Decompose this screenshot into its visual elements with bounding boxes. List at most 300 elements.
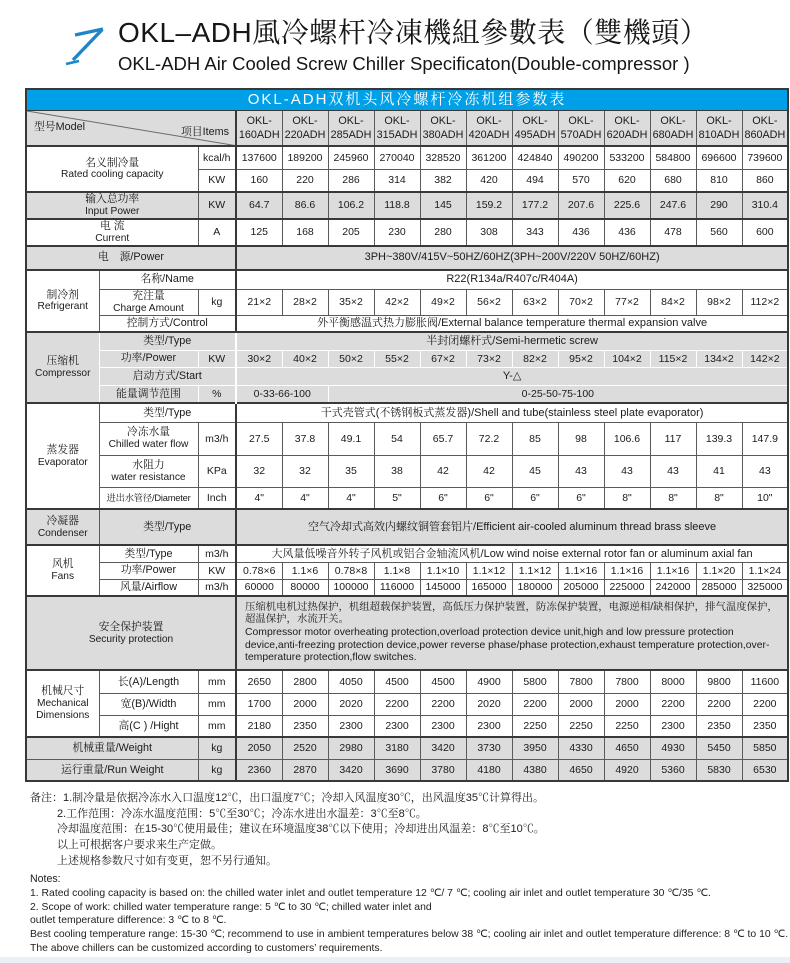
value-cell: 2300	[420, 715, 466, 737]
value-cell: 4"	[236, 487, 282, 509]
value-cell: 1.1×12	[512, 562, 558, 579]
table-caption-row	[26, 89, 788, 110]
value-cell: 242000	[650, 579, 696, 596]
value-cell: 2020	[466, 693, 512, 715]
label-zh: 类型/Type	[143, 520, 192, 533]
value-cell: 3780	[420, 759, 466, 781]
value-cell: 2200	[374, 693, 420, 715]
value-cell: 584800	[650, 146, 696, 169]
unit-cell: KPa	[198, 455, 236, 487]
page-title-en: OKL-ADH Air Cooled Screw Chiller Specificaton(Double-compressor )	[118, 53, 690, 74]
row-label-fan-type	[99, 545, 198, 562]
refrigerant-name-value: R22(R134a/R407c/R404A)	[236, 270, 788, 290]
value-cell: 49.1	[328, 422, 374, 455]
value-cell: 160	[236, 169, 282, 192]
row-fan-airflow	[26, 579, 788, 596]
value-cell: 2520	[282, 737, 328, 759]
label-zh: 类型/Type	[143, 406, 192, 419]
row-label-start-mode	[99, 367, 236, 385]
value-cell: 1.1×6	[282, 562, 328, 579]
value-cell: 5360	[650, 759, 696, 781]
row-evaporator-type	[26, 403, 788, 422]
value-cell: 3730	[466, 737, 512, 759]
model-header-cell: OKL- 495ADH	[512, 110, 558, 146]
row-label-rated-cooling-capacity	[26, 146, 198, 192]
value-cell: 314	[374, 169, 420, 192]
value-cell: 118.8	[374, 192, 420, 219]
value-cell: 343	[512, 219, 558, 246]
notes-en	[30, 887, 790, 963]
corner-cell	[26, 110, 236, 146]
value-cell: 65.7	[420, 422, 466, 455]
energy-range-a: 0-33-66-100	[236, 385, 328, 403]
value-cell: 40×2	[282, 350, 328, 367]
value-cell: 560	[696, 219, 742, 246]
value-cell: 1700	[236, 693, 282, 715]
value-cell: 77×2	[604, 290, 650, 316]
value-cell: 50×2	[328, 350, 374, 367]
note-line: 以上可根据客户要求来生产定做。	[57, 839, 222, 852]
model-header-cell: OKL- 160ADH	[236, 110, 282, 146]
value-cell: 810	[696, 169, 742, 192]
value-cell: 2000	[604, 693, 650, 715]
value-cell: 10"	[742, 487, 788, 509]
row-label-current	[26, 219, 198, 246]
row-label-charge-amount	[99, 290, 198, 316]
value-cell: 165000	[466, 579, 512, 596]
unit-cell: m3/h	[198, 545, 236, 562]
note-line: The above chillers can be customized according to customers’ requirements.	[30, 942, 383, 954]
value-cell: 4900	[466, 670, 512, 693]
row-label-fan-airflow	[99, 579, 198, 596]
value-cell: 5"	[374, 487, 420, 509]
group-label-en: Evaporator	[37, 456, 88, 468]
model-header-cell: OKL- 810ADH	[696, 110, 742, 146]
value-cell: 4"	[282, 487, 328, 509]
group-label-en: Condenser	[37, 527, 88, 539]
value-cell: 420	[466, 169, 512, 192]
value-cell: 205000	[558, 579, 604, 596]
value-cell: 8"	[696, 487, 742, 509]
value-cell: 4650	[558, 759, 604, 781]
value-cell: 98×2	[696, 290, 742, 316]
row-power-supply	[26, 246, 788, 270]
value-cell: 3420	[420, 737, 466, 759]
value-cell: 180000	[512, 579, 558, 596]
table-caption: OKL-ADH双机头风冷螺杆冷冻机组参数表	[26, 89, 788, 110]
row-chilled-water-flow	[26, 422, 788, 455]
value-cell: 72.2	[466, 422, 512, 455]
group-label-zh: 风机	[51, 558, 74, 571]
row-label-pipe-diameter	[99, 487, 198, 509]
value-cell: 230	[374, 219, 420, 246]
value-cell: 2250	[604, 715, 650, 737]
label-zh: 宽(B)/Width	[120, 697, 177, 710]
value-cell: 125	[236, 219, 282, 246]
value-cell: 145000	[420, 579, 466, 596]
model-header-cell: OKL- 680ADH	[650, 110, 696, 146]
value-cell: 4180	[466, 759, 512, 781]
row-current	[26, 219, 788, 246]
label-en: Security protection	[88, 633, 174, 645]
group-refrigerant	[26, 270, 99, 333]
value-cell: 134×2	[696, 350, 742, 367]
value-cell: 54	[374, 422, 420, 455]
value-cell: 8"	[650, 487, 696, 509]
row-run-weight	[26, 759, 788, 781]
row-label-control	[99, 315, 236, 332]
value-cell: 2000	[558, 693, 604, 715]
label-zh: 风量/Airflow	[120, 581, 177, 594]
value-cell: 189200	[282, 146, 328, 169]
row-label-width	[99, 693, 198, 715]
value-cell: 43	[650, 455, 696, 487]
value-cell: 1.1×8	[374, 562, 420, 579]
value-cell: 436	[604, 219, 650, 246]
group-label-zh: 压缩机	[46, 355, 79, 368]
value-cell: 245960	[328, 146, 374, 169]
group-label-en: Refrigerant	[37, 301, 88, 313]
value-cell: 4050	[328, 670, 374, 693]
group-compressor	[26, 332, 99, 403]
label-zh: 机械重量/Weight	[72, 742, 153, 755]
power-supply-value: 3PH~380V/415V~50HZ/60HZ(3PH~200V/220V 50HZ/60HZ)	[236, 246, 788, 270]
value-cell: 2200	[420, 693, 466, 715]
value-cell: 270040	[374, 146, 420, 169]
value-cell: 7800	[604, 670, 650, 693]
row-input-power	[26, 192, 788, 219]
value-cell: 436	[558, 219, 604, 246]
value-cell: 310.4	[742, 192, 788, 219]
label-zh: 运行重量/Run Weight	[61, 763, 164, 776]
value-cell: 37.8	[282, 422, 328, 455]
value-cell: 32	[236, 455, 282, 487]
note-line: 上述规格参数尺寸如有变更，恕不另行通知。	[57, 854, 277, 867]
condenser-type-value: 空气冷却式高效内螺纹铜管套铝片/Efficient air-cooled aluminum thread brass sleeve	[236, 509, 788, 545]
value-cell: 4500	[374, 670, 420, 693]
value-cell: 100000	[328, 579, 374, 596]
value-cell: 86.6	[282, 192, 328, 219]
unit-cell: m3/h	[198, 422, 236, 455]
value-cell: 21×2	[236, 290, 282, 316]
value-cell: 2350	[742, 715, 788, 737]
value-cell: 0.78×6	[236, 562, 282, 579]
label-en: Input Power	[85, 205, 140, 217]
value-cell: 80000	[282, 579, 328, 596]
row-label-run-weight	[26, 759, 198, 781]
value-cell: 95×2	[558, 350, 604, 367]
value-cell: 27.5	[236, 422, 282, 455]
value-cell: 3950	[512, 737, 558, 759]
value-cell: 2300	[374, 715, 420, 737]
value-cell: 2020	[328, 693, 374, 715]
value-cell: 8"	[604, 487, 650, 509]
value-cell: 112×2	[742, 290, 788, 316]
unit-cell: mm	[198, 670, 236, 693]
value-cell: 285000	[696, 579, 742, 596]
group-condenser	[26, 509, 99, 545]
value-cell: 1.1×16	[604, 562, 650, 579]
value-cell: 2250	[558, 715, 604, 737]
label-en: Charge Amount	[113, 302, 184, 314]
value-cell: 8000	[650, 670, 696, 693]
value-cell: 43	[604, 455, 650, 487]
value-cell: 6"	[558, 487, 604, 509]
row-control	[26, 315, 788, 332]
value-cell: 147.9	[742, 422, 788, 455]
value-cell: 159.2	[466, 192, 512, 219]
label-zh: 功率/Power	[120, 564, 177, 577]
value-cell: 3690	[374, 759, 420, 781]
value-cell: 106.2	[328, 192, 374, 219]
group-mechanical-dimensions	[26, 670, 99, 737]
value-cell: 2350	[696, 715, 742, 737]
label-zh: 高(C ) /Hight	[118, 719, 179, 732]
unit-cell: A	[198, 219, 236, 246]
value-cell: 2870	[282, 759, 328, 781]
value-cell: 9800	[696, 670, 742, 693]
unit-cell: kcal/h	[198, 146, 236, 169]
value-cell: 177.2	[512, 192, 558, 219]
value-cell: 35	[328, 455, 374, 487]
value-cell: 225.6	[604, 192, 650, 219]
value-cell: 104×2	[604, 350, 650, 367]
control-value: 外平衡感温式热力膨胀阀/External balance temperature thermal expansion valve	[236, 315, 788, 332]
value-cell: 6"	[420, 487, 466, 509]
label-en: Chilled water flow	[108, 439, 189, 451]
unit-cell: KW	[198, 562, 236, 579]
security-text-en: Compressor motor overheating protection,overload protection device unit,high and low pressure protection device,anti-freezing protection device,power reverse phase/phase protection,exhaust temperature protection,over-temperature protection,flow switches.	[245, 627, 770, 664]
group-label-en: Fans	[51, 571, 75, 583]
value-cell: 308	[466, 219, 512, 246]
group-label-zh: 冷凝器	[46, 514, 79, 527]
value-cell: 98	[558, 422, 604, 455]
value-cell: 5450	[696, 737, 742, 759]
note-line: 2.工作范围：冷冻水温度范围：5℃至30℃；冷冻水进出水温差：3℃至8℃。	[57, 807, 427, 820]
group-evaporator	[26, 403, 99, 509]
spec-table	[25, 88, 789, 782]
value-cell: 63×2	[512, 290, 558, 316]
value-cell: 1.1×12	[466, 562, 512, 579]
page-header	[0, 0, 790, 84]
value-cell: 4920	[604, 759, 650, 781]
label-en: Current	[95, 232, 130, 244]
row-label-fan-power	[99, 562, 198, 579]
arrow-up-right-icon	[58, 20, 110, 68]
value-cell: 739600	[742, 146, 788, 169]
note-line: outlet temperature difference: 3 ℃ to 8 ℃.	[30, 915, 227, 927]
value-cell: 620	[604, 169, 650, 192]
model-header-cell: OKL- 620ADH	[604, 110, 650, 146]
value-cell: 860	[742, 169, 788, 192]
row-start-mode	[26, 367, 788, 385]
row-label-power-supply	[26, 246, 236, 270]
label-zh: 输入总功率	[85, 193, 140, 205]
note-line: 1. Rated cooling capacity is based on: the chilled water inlet and outlet temperature 12 ℃/ 7 ℃; cooling air inlet and outlet temperature 30 ℃/35 ℃.	[30, 887, 711, 899]
value-cell: 2200	[512, 693, 558, 715]
unit-cell: m3/h	[198, 579, 236, 596]
value-cell: 137600	[236, 146, 282, 169]
value-cell: 106.6	[604, 422, 650, 455]
note-line: 备注：1.制冷量是依据冷冻水入口温度12℃，出口温度7℃；冷却入风温度30℃，出风温度35℃计算得出。	[30, 792, 544, 805]
value-cell: 73×2	[466, 350, 512, 367]
page-titles	[118, 14, 708, 76]
row-label-compressor-power	[99, 350, 198, 367]
label-zh: 水阻力	[132, 458, 165, 471]
value-cell: 220	[282, 169, 328, 192]
label-zh: 名义制冷量	[85, 156, 140, 169]
value-cell: 4650	[604, 737, 650, 759]
row-charge-amount	[26, 290, 788, 316]
label-zh: 能量调节范围	[116, 387, 181, 400]
fan-type-value: 大风量低噪音外转子风机或铝合金轴流风机/Low wind noise external rotor fan or aluminum axial fan	[236, 545, 788, 562]
energy-range-b: 0-25-50-75-100	[328, 385, 788, 403]
footer-strip	[0, 957, 790, 963]
unit-cell: mm	[198, 693, 236, 715]
value-cell: 2050	[236, 737, 282, 759]
value-cell: 55×2	[374, 350, 420, 367]
row-height	[26, 715, 788, 737]
value-cell: 60000	[236, 579, 282, 596]
value-cell: 41	[696, 455, 742, 487]
unit-cell: kg	[198, 737, 236, 759]
value-cell: 2360	[236, 759, 282, 781]
label-en: water resistance	[111, 471, 186, 483]
row-label-energy-regulation	[99, 385, 198, 403]
row-label-length	[99, 670, 198, 693]
model-header-cell: OKL- 285ADH	[328, 110, 374, 146]
group-label-zh: 机械尺寸	[41, 685, 85, 698]
note-line: 2. Scope of work: chilled water temperature range: 5 ℃ to 30 ℃; chilled water inlet and	[30, 901, 432, 913]
row-energy-regulation	[26, 385, 788, 403]
value-cell: 28×2	[282, 290, 328, 316]
value-cell: 2200	[742, 693, 788, 715]
row-condenser-type	[26, 509, 788, 545]
value-cell: 43	[742, 455, 788, 487]
value-cell: 70×2	[558, 290, 604, 316]
row-label-chilled-water-flow	[99, 422, 198, 455]
value-cell: 67×2	[420, 350, 466, 367]
label-zh: 安全保护装置	[98, 620, 164, 633]
value-cell: 42×2	[374, 290, 420, 316]
value-cell: 1.1×24	[742, 562, 788, 579]
label-zh: 长(A)/Length	[117, 675, 180, 688]
value-cell: 5850	[742, 737, 788, 759]
value-cell: 361200	[466, 146, 512, 169]
value-cell: 7800	[558, 670, 604, 693]
row-fan-type	[26, 545, 788, 562]
value-cell: 600	[742, 219, 788, 246]
value-cell: 115×2	[650, 350, 696, 367]
value-cell: 6"	[512, 487, 558, 509]
value-cell: 4"	[328, 487, 374, 509]
model-header-row	[26, 110, 788, 146]
value-cell: 32	[282, 455, 328, 487]
row-fan-power	[26, 562, 788, 579]
row-width	[26, 693, 788, 715]
value-cell: 478	[650, 219, 696, 246]
label-zh: 充注量	[132, 290, 165, 303]
value-cell: 1.1×16	[650, 562, 696, 579]
value-cell: 56×2	[466, 290, 512, 316]
compressor-type-value: 半封闭螺杆式/Semi-hermetic screw	[236, 332, 788, 350]
value-cell: 1.1×16	[558, 562, 604, 579]
unit-cell: kg	[198, 290, 236, 316]
row-label-weight	[26, 737, 198, 759]
value-cell: 6530	[742, 759, 788, 781]
value-cell: 0.78×8	[328, 562, 374, 579]
row-label-condenser-type	[99, 509, 236, 545]
value-cell: 247.6	[650, 192, 696, 219]
notes-section	[30, 791, 790, 963]
value-cell: 207.6	[558, 192, 604, 219]
label-en: Rated cooling capacity	[60, 169, 164, 181]
value-cell: 139.3	[696, 422, 742, 455]
group-label-en: Compressor	[35, 368, 91, 380]
value-cell: 11600	[742, 670, 788, 693]
value-cell: 82×2	[512, 350, 558, 367]
evaporator-type-value: 干式壳管式(不锈钢板式蒸发器)/Shell and tube(stainless steel plate evaporator)	[236, 403, 788, 422]
value-cell: 2250	[512, 715, 558, 737]
value-cell: 85	[512, 422, 558, 455]
row-security-protection	[26, 596, 788, 670]
value-cell: 5830	[696, 759, 742, 781]
value-cell: 424840	[512, 146, 558, 169]
value-cell: 2300	[466, 715, 512, 737]
label-zh: 功率/Power	[120, 352, 177, 365]
value-cell: 3420	[328, 759, 374, 781]
unit-cell: KW	[198, 169, 236, 192]
value-cell: 2300	[650, 715, 696, 737]
security-text-zh: 压缩机电机过热保护，机组超载保护装置，高低压力保护装置，防冻保护装置，电源逆相/缺相保护，排气温度保护，超温保护，水流开关。	[245, 601, 778, 626]
value-cell: 382	[420, 169, 466, 192]
unit-cell: %	[198, 385, 236, 403]
value-cell: 2180	[236, 715, 282, 737]
value-cell: 142×2	[742, 350, 788, 367]
value-cell: 4330	[558, 737, 604, 759]
value-cell: 2650	[236, 670, 282, 693]
row-compressor-type	[26, 332, 788, 350]
value-cell: 84×2	[650, 290, 696, 316]
group-label-zh: 蒸发器	[46, 443, 79, 456]
unit-cell: Inch	[198, 487, 236, 509]
row-label-water-resistance	[99, 455, 198, 487]
row-weight	[26, 737, 788, 759]
note-line: Best cooling temperature range: 15-30 ℃; recommend to use in ambient temperatures below 38 ℃; cooling air inlet and outlet temperature difference: 8 ℃ to 10 ℃.	[30, 929, 789, 941]
value-cell: 5800	[512, 670, 558, 693]
value-cell: 1.1×10	[420, 562, 466, 579]
label-zh: 电 流	[99, 219, 125, 232]
value-cell: 2200	[696, 693, 742, 715]
value-cell: 6"	[466, 487, 512, 509]
row-label-refrigerant-name	[99, 270, 236, 290]
value-cell: 205	[328, 219, 374, 246]
model-header-cell: OKL- 220ADH	[282, 110, 328, 146]
group-fans	[26, 545, 99, 596]
start-mode-value: Y-△	[236, 367, 788, 385]
notes-label: Notes:	[30, 873, 61, 886]
value-cell: 290	[696, 192, 742, 219]
value-cell: 38	[374, 455, 420, 487]
value-cell: 1.1×20	[696, 562, 742, 579]
row-cooling-kcal	[26, 146, 788, 169]
group-label-zh: 制冷剂	[46, 288, 79, 301]
label-zh: 类型/Type	[143, 335, 192, 348]
row-compressor-power	[26, 350, 788, 367]
note-line: 冷却温度范围：在15-30℃使用最佳；建议在环境温度38℃以下使用；冷却进出风温差：8℃至10℃。	[57, 823, 545, 836]
corner-items-label: 项目Items	[181, 126, 229, 139]
value-cell: 2980	[328, 737, 374, 759]
